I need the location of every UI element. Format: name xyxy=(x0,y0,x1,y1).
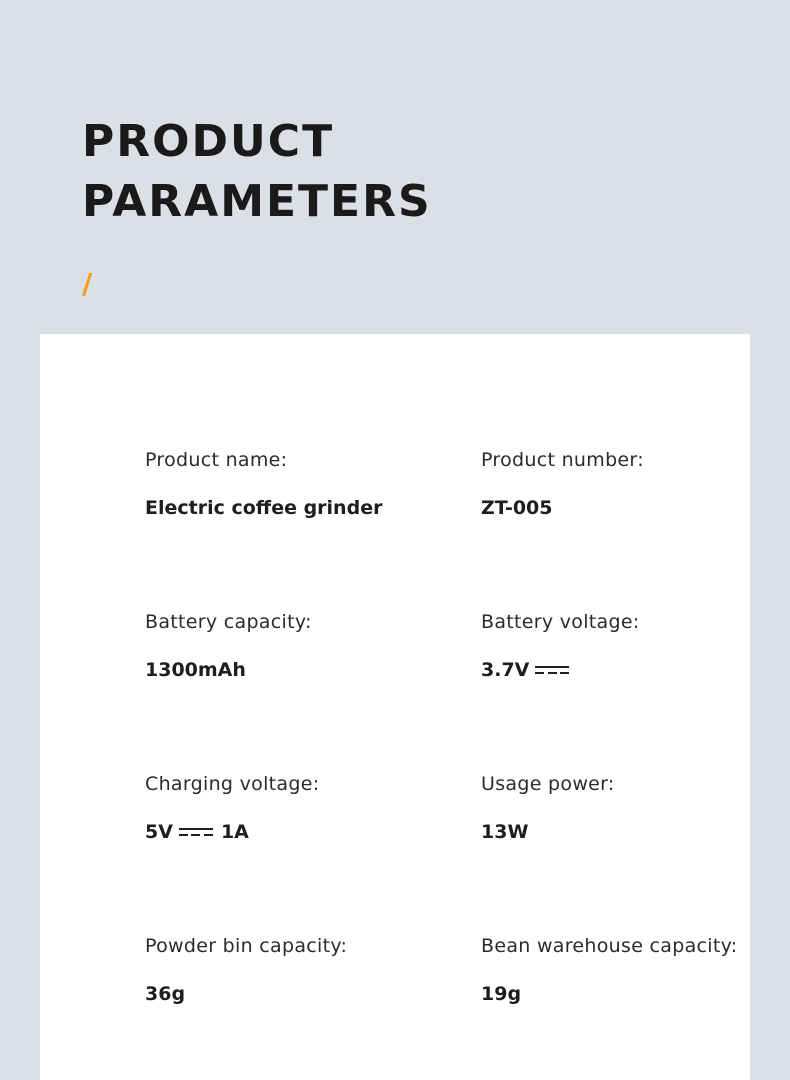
param-value xyxy=(145,982,445,1006)
param-charging-voltage xyxy=(145,772,445,844)
param-label: Product name: xyxy=(145,449,288,471)
parameters-card xyxy=(40,334,750,1080)
accent-divider: / xyxy=(82,267,93,300)
param-bean-warehouse-capacity xyxy=(481,934,781,1006)
param-value-suffix: 1A xyxy=(220,821,249,843)
param-value xyxy=(145,496,445,520)
param-label: Powder bin capacity: xyxy=(145,935,348,957)
param-value xyxy=(481,820,781,844)
page-title-line1: PRODUCT xyxy=(82,116,335,167)
param-product-name xyxy=(145,448,445,520)
param-label: Usage power: xyxy=(481,773,615,795)
page-title-line2: PARAMETERS xyxy=(82,176,432,227)
param-label: Product number: xyxy=(481,449,644,471)
dc-current-icon xyxy=(535,665,569,675)
param-label: Battery voltage: xyxy=(481,611,640,633)
param-value-text: ZT-005 xyxy=(481,497,553,519)
param-value xyxy=(145,820,445,844)
param-value xyxy=(481,496,781,520)
dc-current-icon xyxy=(179,827,213,837)
param-value-text: 3.7V xyxy=(481,659,530,681)
param-label: Battery capacity: xyxy=(145,611,312,633)
param-label: Charging voltage: xyxy=(145,773,320,795)
page-title xyxy=(82,112,432,232)
param-value-text: 1300mAh xyxy=(145,659,246,681)
param-battery-capacity xyxy=(145,610,445,682)
param-value xyxy=(481,658,781,682)
param-value-text: 13W xyxy=(481,821,529,843)
param-value xyxy=(145,658,445,682)
param-value xyxy=(481,982,781,1006)
param-product-number xyxy=(481,448,781,520)
param-powder-bin-capacity xyxy=(145,934,445,1006)
param-value-text: 36g xyxy=(145,983,186,1005)
param-value-text: 5V xyxy=(145,821,173,843)
param-battery-voltage xyxy=(481,610,781,682)
param-label: Bean warehouse capacity: xyxy=(481,935,738,957)
param-value-text: Electric coffee grinder xyxy=(145,497,383,519)
param-value-text: 19g xyxy=(481,983,522,1005)
param-usage-power xyxy=(481,772,781,844)
